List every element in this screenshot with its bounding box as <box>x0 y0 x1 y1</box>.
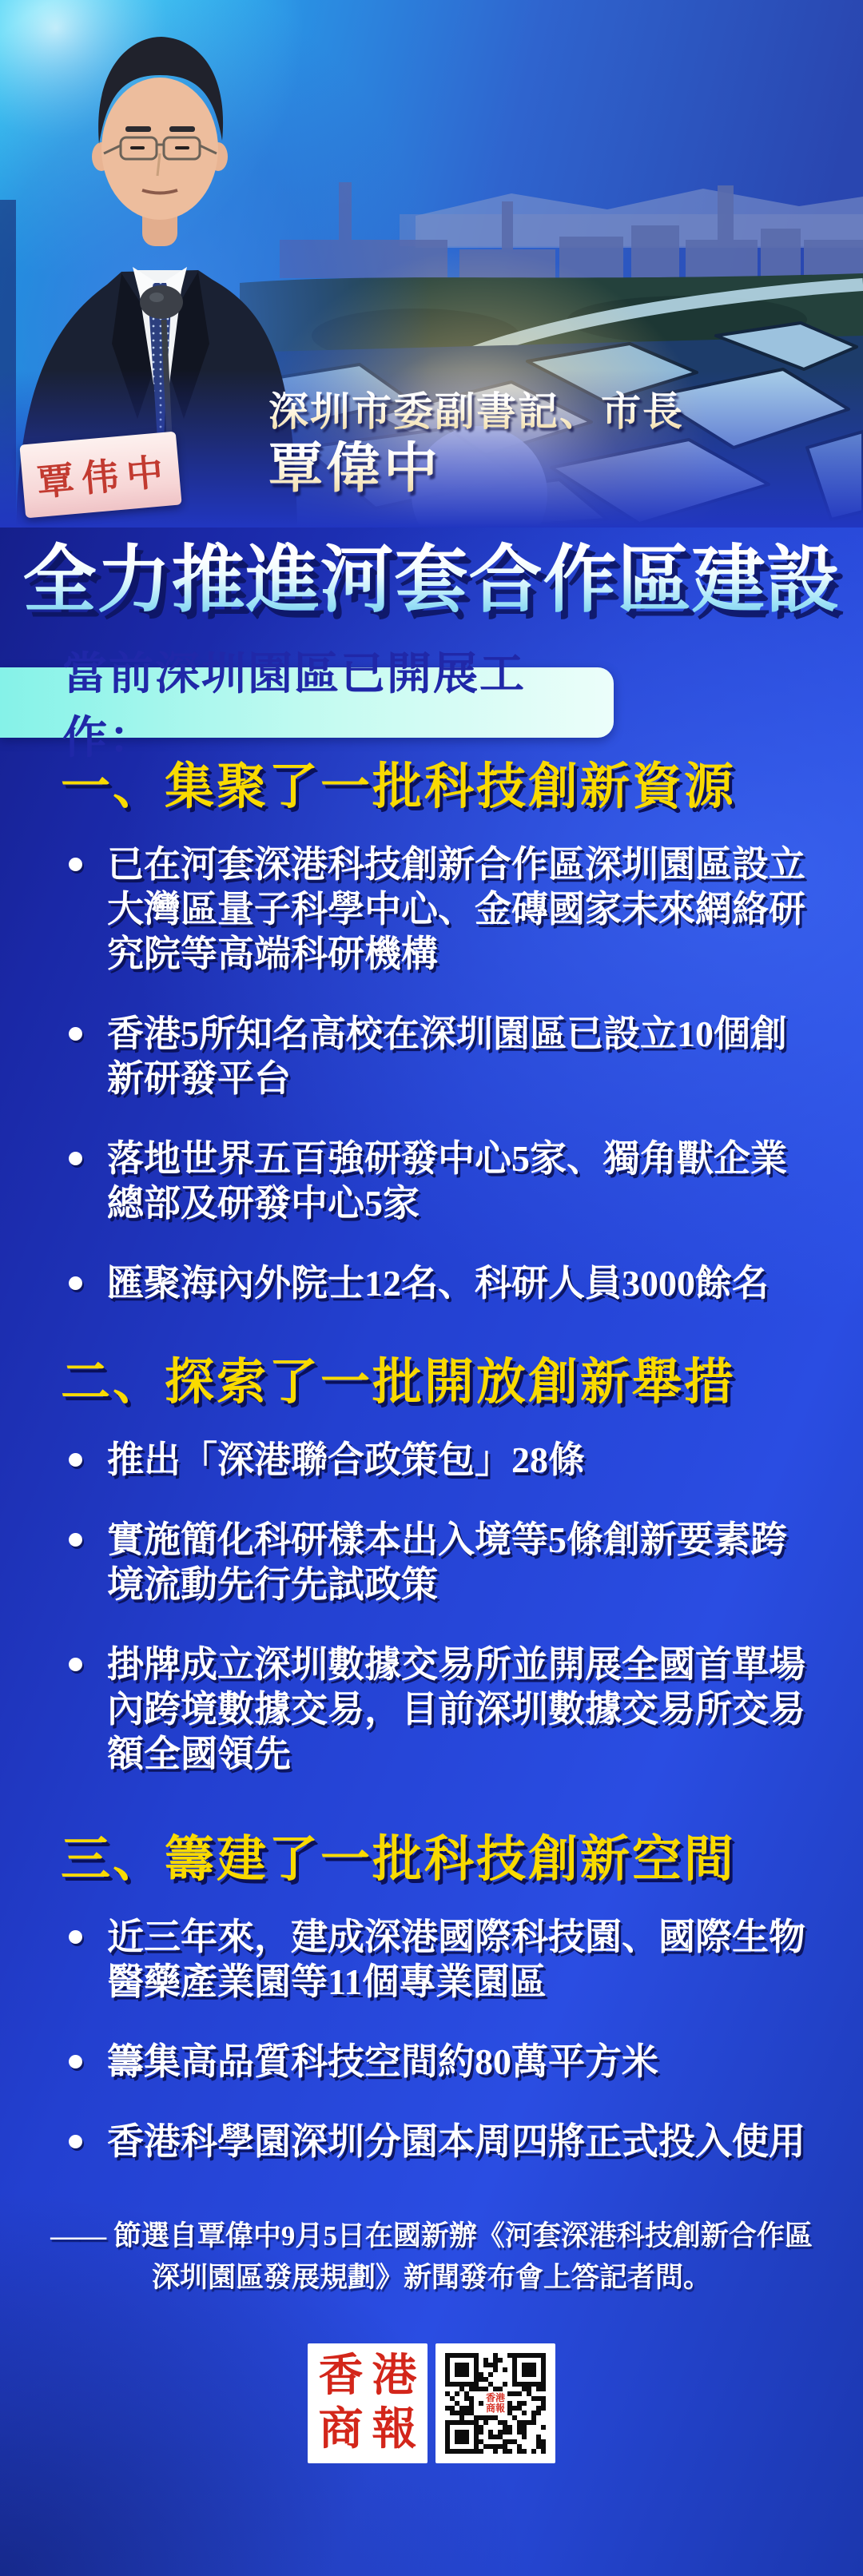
bullet-item: 香港科學園深圳分園本周四將正式投入使用 <box>67 2120 815 2164</box>
bullet-item: 落地世界五百強研發中心5家、獨角獸企業總部及研發中心5家 <box>67 1137 815 1226</box>
press-conference-photo <box>0 0 863 528</box>
source-note <box>0 2216 863 2299</box>
bullet-item: 香港5所知名高校在深圳園區已設立10個創新研發平台 <box>67 1012 815 1101</box>
bullet-item: 已在河套深港科技創新合作區深圳園區設立大灣區量子科學中心、金磚國家未來網絡研究院等高端科研機構 <box>67 842 815 977</box>
speaker-name: 覃偉中 <box>268 440 684 497</box>
speaker-caption <box>268 390 684 497</box>
logo-char: 商 <box>318 2405 364 2455</box>
bullet-item: 匯聚海內外院士12名、科研人員3000餘名 <box>67 1261 815 1306</box>
intro-banner <box>0 647 614 762</box>
hkcd-logo <box>308 2343 428 2463</box>
logo-char: 香 <box>318 2351 364 2402</box>
bullet-item: 近三年來，建成深港國際科技園、國際生物醫藥產業園等11個專業園區 <box>67 1915 815 2005</box>
speaker-nameplate <box>19 432 181 519</box>
bullet-item: 推出「深港聯合政策包」28條 <box>67 1438 815 1483</box>
qr-center-text: 商報 <box>485 2402 506 2414</box>
bullet-item: 籌集高品質科技空間約80萬平方米 <box>67 2040 815 2084</box>
source-note-line2: 深圳園區發展規劃》新聞發布會上答記者問。 <box>151 2261 711 2293</box>
work-sections <box>0 759 863 2164</box>
brand-row <box>0 2343 863 2463</box>
bullet-item: 掛牌成立深圳數據交易所並開展全國首單場內跨境數據交易，目前深圳數據交易所交易額全國領先 <box>67 1642 815 1777</box>
intro-banner-text: 當前深圳園區已開展工作： <box>62 647 526 762</box>
qr-code <box>435 2343 555 2463</box>
section-heading-1: 一、集聚了一批科技創新資源 <box>61 759 737 814</box>
main-headline: 全力推進河套合作區建設 <box>0 537 863 624</box>
nameplate-text: 覃伟中 <box>35 451 173 504</box>
source-note-line1: —— 節選自覃偉中9月5日在國新辦《河套深港科技創新合作區 <box>50 2220 813 2252</box>
logo-char: 港 <box>372 2351 417 2402</box>
logo-char: 報 <box>372 2405 417 2455</box>
section-bullets-1 <box>67 842 863 1306</box>
section-heading-2: 二、探索了一批開放創新舉措 <box>61 1355 737 1410</box>
bullet-item: 實施簡化科研樣本出入境等5條創新要素跨境流動先行先試政策 <box>67 1518 815 1607</box>
section-bullets-3 <box>67 1915 863 2164</box>
qr-center-text: 香港 <box>485 2391 506 2403</box>
section-heading-3: 三、籌建了一批科技創新空間 <box>61 1832 737 1887</box>
qr-center-logo <box>483 2391 507 2415</box>
speaker-title: 深圳市委副書記、市長 <box>268 389 684 434</box>
section-bullets-2 <box>67 1438 863 1777</box>
